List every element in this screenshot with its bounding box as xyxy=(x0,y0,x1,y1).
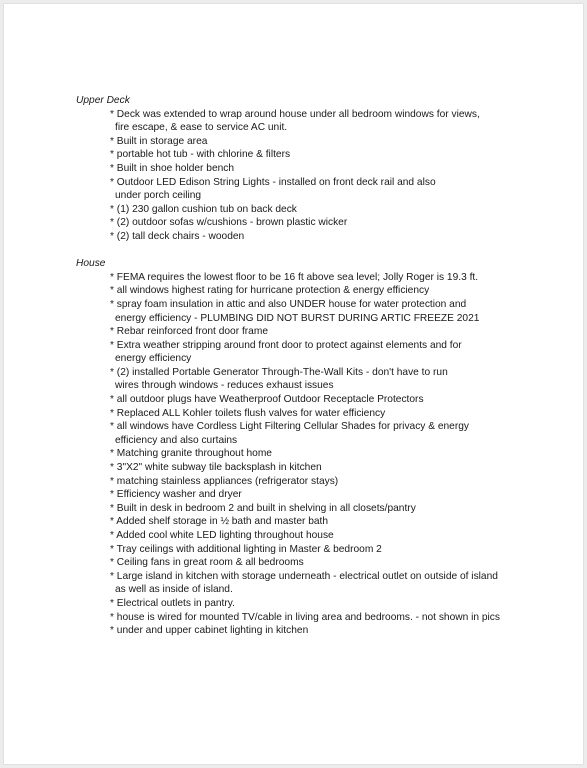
list-item xyxy=(110,230,516,244)
list-item xyxy=(110,447,516,461)
item-text: * Built in storage area xyxy=(110,135,208,147)
item-text: * under and upper cabinet lighting in kitchen xyxy=(110,625,309,637)
list-item xyxy=(110,366,516,393)
item-text: * 3"X2" white subway tile backsplash in kitchen xyxy=(110,462,322,474)
list-item xyxy=(110,502,516,516)
list-item xyxy=(110,420,516,447)
list-item xyxy=(110,325,516,339)
list-item xyxy=(110,203,516,217)
item-text-continued: fire escape, & ease to service AC unit. xyxy=(115,122,288,134)
list-item xyxy=(110,529,516,543)
list-item xyxy=(110,611,516,625)
item-text: * (1) 230 gallon cushion tub on back deck xyxy=(110,203,297,215)
section-house xyxy=(76,257,516,638)
list-item xyxy=(110,556,516,570)
section-title-house: House xyxy=(76,258,106,270)
item-text: * Matching granite throughout home xyxy=(110,448,272,460)
item-text-continued: efficiency and also curtains xyxy=(115,434,238,446)
list-item xyxy=(110,298,516,325)
item-text: * Added shelf storage in ½ bath and master bath xyxy=(110,516,329,528)
section-title-upper-deck: Upper Deck xyxy=(76,95,130,106)
item-text: * Built in shoe holder bench xyxy=(110,162,235,174)
item-text: * Tray ceilings with additional lighting in Master & bedroom 2 xyxy=(110,543,382,555)
list-item xyxy=(110,284,516,298)
item-text: * all outdoor plugs have Weatherproof Outdoor Receptacle Protectors xyxy=(110,394,424,406)
list-item xyxy=(110,475,516,489)
document-body xyxy=(76,94,516,651)
list-item xyxy=(110,216,516,230)
item-text: * Large island in kitchen with storage underneath - electrical outlet on outside of island xyxy=(110,570,498,582)
item-text: * FEMA requires the lowest floor to be 16 ft above sea level; Jolly Roger is 19.3 ft. xyxy=(110,271,479,283)
item-text-continued: wires through windows - reduces exhaust issues xyxy=(115,380,334,392)
item-text: * (2) outdoor sofas w/cushions - brown plastic wicker xyxy=(110,217,348,229)
item-text: * Built in desk in bedroom 2 and built in shelving in all closets/pantry xyxy=(110,502,416,514)
item-text: * (2) installed Portable Generator Through-The-Wall Kits - don't have to run xyxy=(110,366,448,378)
item-text: * spray foam insulation in attic and also UNDER house for water protection and xyxy=(110,298,467,310)
list-item xyxy=(110,488,516,502)
item-text-continued: energy efficiency xyxy=(115,353,192,365)
section-upper-deck xyxy=(76,94,516,244)
list-item xyxy=(110,543,516,557)
item-text: * house is wired for mounted TV/cable in living area and bedrooms. - not shown in pics xyxy=(110,611,500,623)
item-text-continued: energy efficiency - PLUMBING DID NOT BURST DURING ARTIC FREEZE 2021 xyxy=(115,312,480,324)
house-list xyxy=(76,271,516,638)
item-text: * portable hot tub - with chlorine & filters xyxy=(110,149,291,161)
list-item xyxy=(110,407,516,421)
list-item xyxy=(110,339,516,366)
list-item xyxy=(110,570,516,597)
item-text: * Efficiency washer and dryer xyxy=(110,489,242,501)
item-text-continued: under porch ceiling xyxy=(115,190,202,202)
list-item xyxy=(110,135,516,149)
list-item xyxy=(110,597,516,611)
item-text: * Ceiling fans in great room & all bedrooms xyxy=(110,557,304,569)
item-text: * (2) tall deck chairs - wooden xyxy=(110,230,245,242)
item-text: * Extra weather stripping around front door to protect against elements and for xyxy=(110,339,462,351)
item-text: * Electrical outlets in pantry. xyxy=(110,597,235,609)
item-text-continued: as well as inside of island. xyxy=(115,584,233,596)
item-text: * Outdoor LED Edison String Lights - installed on front deck rail and also xyxy=(110,176,436,188)
list-item xyxy=(110,624,516,638)
list-item xyxy=(110,515,516,529)
list-item xyxy=(110,271,516,285)
item-text: * matching stainless appliances (refrigerator stays) xyxy=(110,475,339,487)
list-item xyxy=(110,162,516,176)
list-item xyxy=(110,461,516,475)
list-item xyxy=(110,176,516,203)
item-text: * Deck was extended to wrap around house under all bedroom windows for views, xyxy=(110,108,480,120)
document-page xyxy=(4,4,583,764)
list-item xyxy=(110,108,516,135)
item-text: * Rebar reinforced front door frame xyxy=(110,326,268,338)
item-text: * all windows have Cordless Light Filtering Cellular Shades for privacy & energy xyxy=(110,421,469,433)
item-text: * Replaced ALL Kohler toilets flush valves for water efficiency xyxy=(110,407,386,419)
list-item xyxy=(110,148,516,162)
item-text: * Added cool white LED lighting throughout house xyxy=(110,530,334,541)
list-item xyxy=(110,393,516,407)
upper-deck-list xyxy=(76,108,516,244)
item-text: * all windows highest rating for hurricane protection & energy efficiency xyxy=(110,285,430,297)
